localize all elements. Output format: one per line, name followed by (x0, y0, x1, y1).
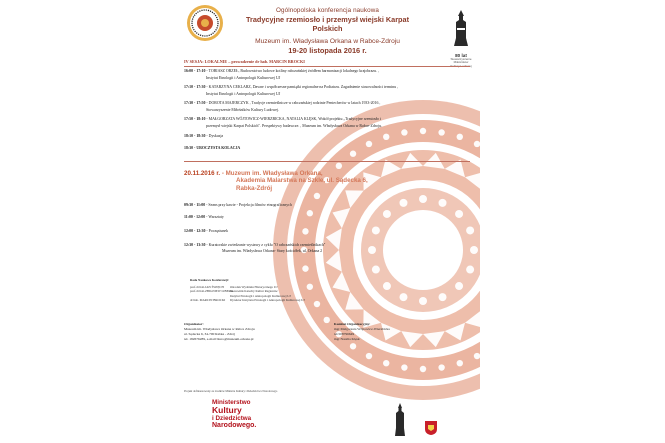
ornament-dot (401, 364, 407, 370)
ornament-dot (420, 128, 426, 134)
session-heading: IV SESJA: LOKALNIE – prowadzenie dr hab. MARCIN BROCKI (184, 59, 305, 64)
ornament-inner-dot (372, 226, 380, 234)
anniversary-sub-3: Kultury Ludowej (450, 63, 472, 68)
ministry-line-3: i Dziedzictwa (212, 414, 252, 422)
ornament-inner-dot (419, 195, 427, 203)
conference-poster (178, 0, 480, 443)
ornament-dot (457, 134, 463, 140)
figure-icon (451, 8, 471, 48)
committee-line: tel.508796649 (334, 332, 355, 337)
ornament-inner-dot (372, 266, 380, 274)
divider (184, 66, 470, 67)
ornament-dot (420, 366, 426, 372)
day2-venue-line: Akademia Malarstwa na Szkle, ul. Sądecka 6, (236, 177, 368, 184)
ornament-dot (350, 151, 356, 157)
ornament-inner-dot (455, 282, 463, 290)
ministry-logo (212, 399, 256, 429)
ornament-dot (336, 163, 342, 169)
ornament-inner-dot (466, 266, 474, 274)
program-row-sub: Instytut Etnologii i Antropologii Kulturowej UJ (206, 76, 281, 80)
ornament-dot (366, 353, 372, 359)
organizer-line: Muzeum im. Władysława Orkana w Rabce Zdroju (184, 327, 255, 332)
museum-figure-icon (394, 402, 406, 438)
committee-block (334, 322, 390, 342)
program-row: 12:30 - 13:30 - Kuratorskie zwiedzanie wystawy z cyklu "O rabczańskich rzemieślnikach" (184, 243, 326, 247)
anniversary-sub-1: Stowarzyszenie (450, 57, 472, 61)
program-row: 17:50 - 18:10 - MAŁGORZATA WÓJTOWICZ-WIERZBICKA, NATALIA KLĘSK, Wokół projektu „Tradycyjne rzemiosło i (184, 117, 382, 121)
ornament-dot (383, 360, 389, 366)
ornament-dot (474, 353, 480, 359)
ornament-inner-dot (399, 293, 407, 301)
conference-title: Tradycyjne rzemiosło i przemysł wiejski Karpat Polskich (245, 15, 410, 33)
ornament-dot (350, 343, 356, 349)
ornament-dot (366, 141, 372, 147)
ornament-inner-dot (419, 297, 427, 305)
committee-title: Komitet Organizacyjny: (334, 322, 371, 326)
ornament-inner-dot (470, 246, 478, 254)
ornament-inner-dot (383, 210, 391, 218)
program-row-sub: Muzeum im. Władysława Orkana- Stary kościółek, ul. Orkana 2 (222, 249, 323, 253)
funding-note: Projekt dofinansowany ze środków Ministra Kultury i Dziedzictwa Narodowego (184, 389, 278, 393)
program-row: 11:00 - 12:00 - Warsztaty (184, 215, 224, 219)
council-title: Rada Naukowa Konferencji: (190, 278, 230, 282)
conference-seal-logo (186, 4, 224, 42)
council-member: dr hab. MARCIN BROCKI Dyrektor Instytutu Etnologii i Antropologii Kulturowej UJ (190, 298, 305, 303)
ornament-inner-dot (466, 226, 474, 234)
council-member: prof.dr hab.JAN ŚWIĘCH Ośrodek Wydziału Historycznego UJ (190, 284, 278, 289)
ministry-line-1: Ministerstwo (212, 399, 251, 406)
ornament-inner-dot (368, 246, 376, 254)
organizer-line: tel. 182676289, e-mail biuro@muzeum-orkana.pl (184, 337, 254, 342)
committee-line: mgr Natalia Klęsk (334, 337, 360, 342)
council-member: Instytut Etnologii i Antropologii Kulturowej UJ (230, 293, 291, 298)
organizer-block (184, 322, 255, 342)
program-row: 17:10 - 17:30 - KATARZYNA CEKLARZ, Dawne i współczesne pamiątki regionalne na Podtatrzu. Zagadnienie stosowalności terminu , (184, 85, 398, 89)
program-row-sub: Instytut Etnologii i Antropologii Kulturowej UJ (206, 92, 281, 96)
program-row: 16:00 - 17:10 - TOBIASZ ORZEŁ, Budownictwo ludowe kotliny rabczańskiej źródłem harmonizacji lokalnego krajobrazu. , (184, 69, 379, 73)
day2-venue-city: Rabka-Zdrój (236, 185, 273, 192)
ornament-dot (438, 129, 444, 135)
ornament-inner-dot (455, 210, 463, 218)
program-row: 18:10 - 18:30 - Dyskusja (184, 134, 224, 138)
conference-venue: Muzeum im. Władysława Orkana w Rabce-Zdroju (255, 38, 400, 45)
committee-line: mgr Małgorzata Wójtowicz-Wierzbicka (334, 327, 390, 332)
ornament-dot (307, 284, 313, 290)
program-row: 18:30 - UROCZYSTA KOLACJA (184, 146, 241, 150)
ornament-dot (457, 360, 463, 366)
ornament-inner-dot (439, 293, 447, 301)
anniversary-label: 80 lat (455, 53, 467, 58)
program-row: 09:30 - 11:00 - Seans przy kawie - Projekcja filmów etnograficznych (184, 203, 292, 207)
anniversary-logo (448, 8, 474, 68)
program-row: 17:30 - 17:50 - DOROTA MAJERCZYK , Tradycje rzemieślnicze w rabczańskiej rodzinie Pentecherów w latach 1933-2016 , (184, 101, 381, 105)
ornament-dot (383, 134, 389, 140)
ornament-dot (314, 301, 320, 307)
council-member: prof.dr hab.ZBIGNIEW LIBERA Kierownik Katedry Kultur Regionów (190, 289, 278, 294)
anniversary-sub-2: Miłośników (453, 60, 469, 65)
town-crest-icon (424, 420, 438, 436)
ornament-inner-dot (383, 282, 391, 290)
conference-dates: 19-20 listopada 2016 r. (288, 46, 367, 55)
program-row: 12:00 - 12:30 - Poczęstunek (184, 229, 229, 233)
ministry-line-4: Narodowego. (212, 421, 257, 429)
conference-type: Ogólnopolska konferencja naukowa (276, 7, 379, 14)
day2-header (184, 170, 384, 193)
program-row-sub: Stowarzyszenie Miłośników Kultury Ludowej. (206, 108, 280, 112)
ornament-dot (401, 129, 407, 135)
ornament-inner-dot (439, 199, 447, 207)
conference-title-block (230, 7, 425, 55)
ornament-dot (324, 317, 330, 323)
organizer-line: ul. Sądecka 6, 34-700 Rabka - Zdrój (184, 332, 235, 337)
ornament-dot (474, 141, 480, 147)
organizer-title: Organizator: (184, 322, 204, 326)
day2-date: 20.11.2016 r. - Muzeum im. Władysława Orkana, (184, 170, 323, 177)
scientific-council (190, 278, 305, 303)
ministry-line-2: Kultury (212, 405, 242, 415)
ornament-inner-dot (399, 199, 407, 207)
ornament-dot (438, 364, 444, 370)
program-row-sub: przemysł wiejski Karpat Polskich". Perspektywy badawcze. , Muzeum im. Władysława Orkana w Rabce-Zdroju. (206, 124, 383, 128)
divider (184, 161, 470, 162)
